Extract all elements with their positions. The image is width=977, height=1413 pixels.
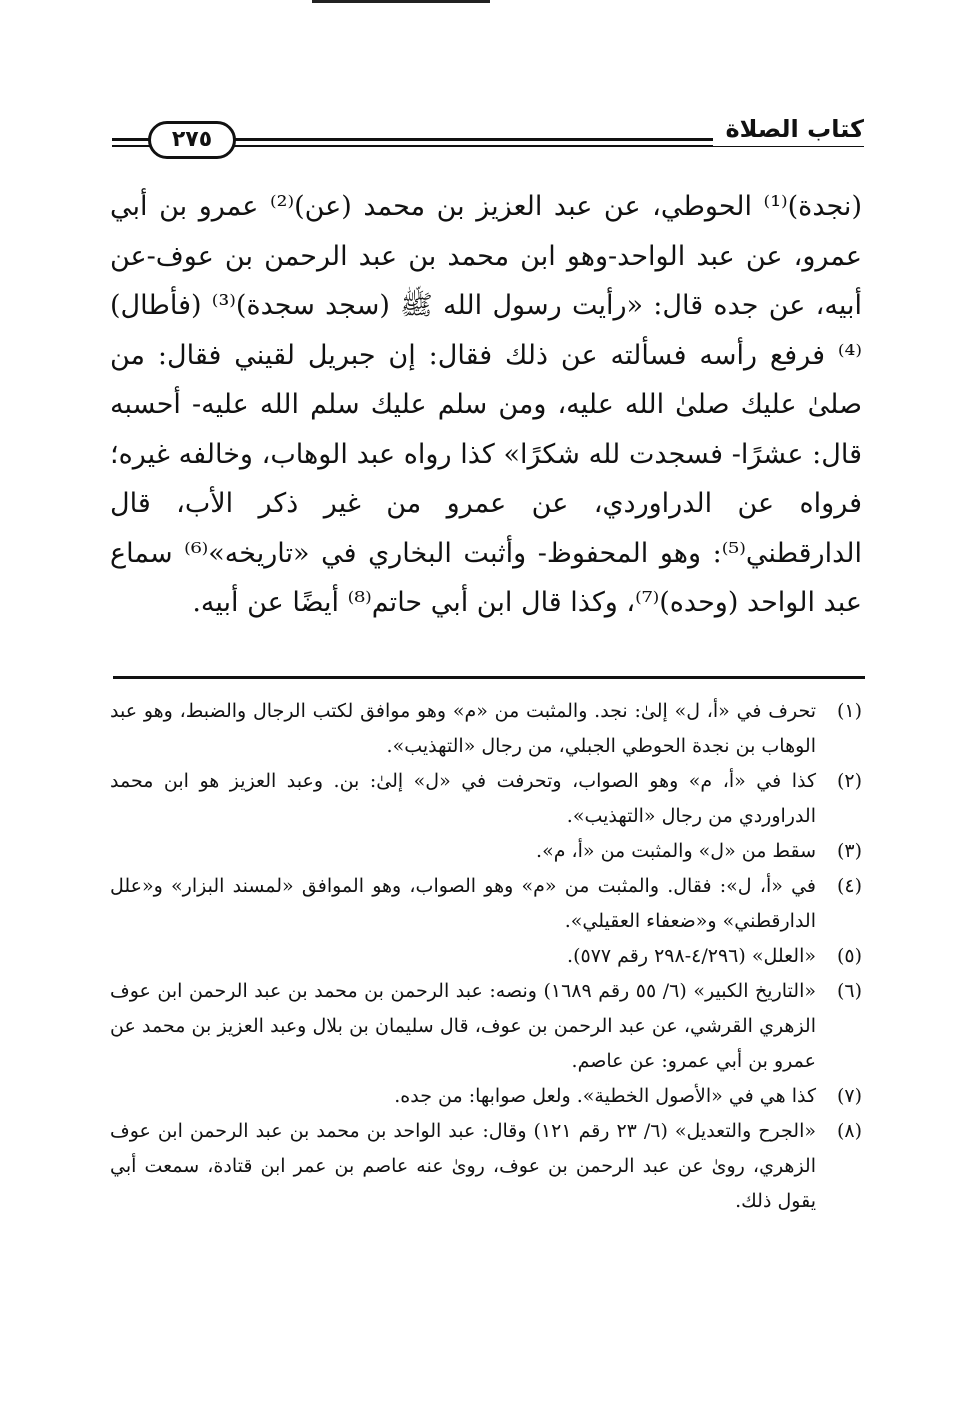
- footnote-text: كذا في «أ، م» وهو الصواب، وتحرفت في «ل» إلىٰ: بن. وعبد العزيز هو ابن محمد الدراوردي من رجال «التهذيب».: [110, 770, 816, 827]
- footnote-number: (٣): [836, 840, 862, 862]
- footnote-number: (٤): [836, 875, 862, 897]
- footnote-text: «التاريخ الكبير» (٦/ ٥٥ رقم ١٦٨٩) ونصه: عبد الرحمن بن محمد بن عبد الرحمن ابن عوف الزهري القرشي، عن عبد الرحمن بن عوف، قال سليمان بن بلال وعبد العزيز بن محمد عن عمرو بن أبي عمرو: عن عاصم.: [110, 980, 816, 1072]
- footnote: [110, 974, 862, 1079]
- footnote: [110, 694, 862, 764]
- footnote-text: تحرف في «أ، ل» إلىٰ: نجد. والمثبت من «م» وهو موافق لكتب الرجال والضبط، وهو عبد الوهاب بن نجدة الحوطي الجبلي، من رجال «التهذيب».: [110, 700, 816, 757]
- footnotes: [110, 694, 862, 1219]
- footnote-number: (٦): [836, 980, 862, 1002]
- footnote-number: (٢): [836, 770, 862, 792]
- footnote-text: في «أ، ل»: فقال. والمثبت من «م» وهو الصواب، وهو الموافق «لمسند البزار» و«علل الدارقطني» و«ضعفاء العقيلي».: [110, 875, 816, 932]
- footnote: [110, 869, 862, 939]
- footnote: [110, 1114, 862, 1219]
- footnote-separator: [113, 676, 865, 679]
- page-header: [112, 112, 864, 164]
- footnote-number: (٧): [836, 1085, 862, 1107]
- main-text: [110, 182, 862, 628]
- top-edge-mark: [312, 0, 490, 3]
- footnote: [110, 834, 862, 869]
- main-paragraph: (نجدة)⁽¹⁾ الحوطي، عن عبد العزيز بن محمد (عن)⁽²⁾ عمرو بن أبي عمرو، عن عبد الواحد-وهو ابن محمد بن عبد الرحمن بن عوف-عن أبيه، عن جده قال: «رأيت رسول الله ﷺ (سجد سجدة)⁽³⁾ (فأطال)⁽⁴⁾ فرفع رأسه فسألته عن ذلك فقال: إن جبريل لقيني فقال: من صلىٰ عليك صلىٰ الله عليه، ومن سلم عليك سلم الله عليه- أحسبه قال: عشرًا- فسجدت لله شكرًا» كذا رواه عبد الوهاب، وخالفه غيره؛ فرواه عن الدراوردي، عن عمرو من غير ذكر الأب، قال الدارقطني⁽⁵⁾: وهو المحفوظ- وأثبت البخاري في «تاريخه»⁽⁶⁾ سماع عبد الواحد (وحده)⁽⁷⁾، وكذا قال ابن أبي حاتم⁽⁸⁾ أيضًا عن أبيه.: [110, 191, 863, 618]
- footnote-number: (٨): [836, 1120, 862, 1142]
- footnote-text: «الجرح والتعديل» (٦/ ٢٣ رقم ١٢١) وقال: عبد الواحد بن محمد بن عبد الرحمن ابن عوف الزهري، روىٰ عن عبد الرحمن بن عوف، روىٰ عنه عاصم بن عمر ابن قتادة، سمعت أبي يقول ذلك.: [110, 1120, 816, 1212]
- chapter-title: كتاب الصلاة: [713, 112, 864, 146]
- footnote: [110, 764, 862, 834]
- footnote-text: «العلل» (٤/٢٩٦-٢٩٨ رقم ٥٧٧).: [567, 945, 816, 967]
- footnote: [110, 939, 862, 974]
- footnote-number: (٥): [836, 945, 862, 967]
- footnote-number: (١): [836, 700, 862, 722]
- page-number: ٢٧٥: [148, 121, 236, 159]
- footnote-text: سقط من «ل» والمثبت من «أ، م».: [536, 840, 816, 862]
- footnote: [110, 1079, 862, 1114]
- footnote-text: كذا هي في «الأصول الخطية». ولعل صوابها: من جده.: [394, 1085, 816, 1107]
